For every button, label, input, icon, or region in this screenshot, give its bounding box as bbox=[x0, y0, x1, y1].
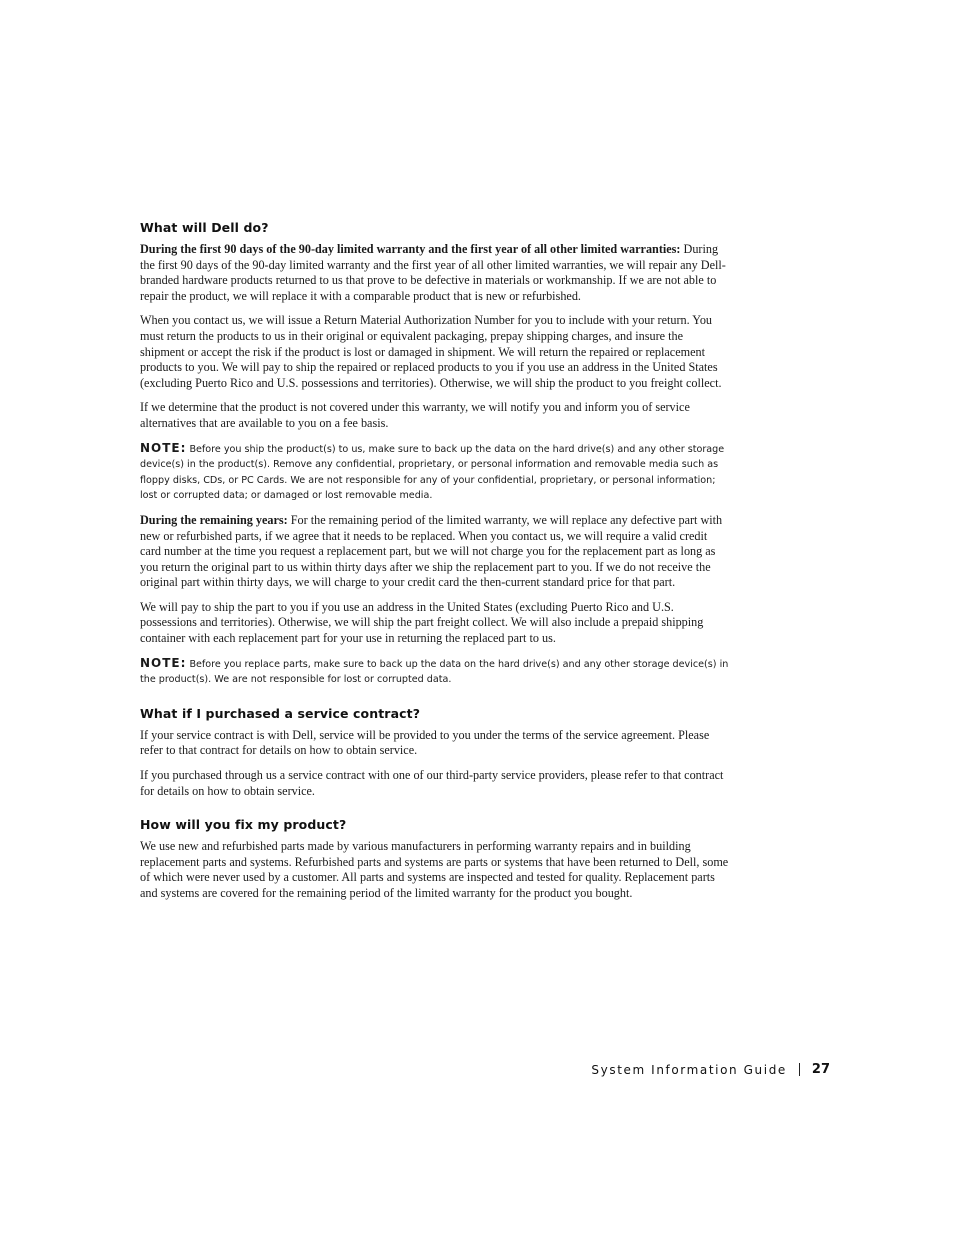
paragraph-first-90-days bbox=[140, 242, 730, 304]
footer-title: System Information Guide bbox=[591, 1062, 787, 1077]
note-label: NOTE: bbox=[140, 440, 187, 455]
note-label: NOTE: bbox=[140, 655, 187, 670]
lead-remaining-years: During the remaining years: bbox=[140, 512, 288, 527]
paragraph-shipping: We will pay to ship the part to you if you use an address in the United States (excluding Puerto Rico and U.S. possessions and territories). Otherwise, we will ship the part freight collect. We will also include a prepaid shipping container with each replacement part for your use in returning the replaced part to us. bbox=[140, 599, 704, 646]
page-footer bbox=[591, 1062, 830, 1077]
note-text: Before you replace parts, make sure to back up the data on the hard drive(s) and any other storage device(s) in the product(s). We are not responsible for lost or corrupted data. bbox=[140, 658, 729, 686]
paragraph-service-contract-dell: If your service contract is with Dell, service will be provided to you under the terms of the service agreement. Please refer to that contract for details on how to obtain service. bbox=[140, 727, 710, 758]
note-backup-before-replace bbox=[140, 656, 730, 688]
note-backup-before-ship bbox=[140, 441, 730, 504]
note-text: Before you ship the product(s) to us, make sure to back up the data on the hard drive(s) and any other storage device(s) in the product(s). Remove any confidential, proprietary, or personal information and removable media such as floppy disks, CDs, or PC Cards. We are not responsible for any of your confidential, proprietary, or personal information; lost or corrupted data; or damaged or lost removable media. bbox=[140, 443, 725, 502]
paragraph-rma: When you contact us, we will issue a Return Material Authorization Number for you to include with your return. You must return the products to us in their original or equivalent packaging, prepay shipping charges, and insure the shipment or accept the risk if the product is lost or damaged in shipment. We will return the repaired or replacement products to you. We will pay to ship the repaired or replaced products to you if you use an address in the United States (excluding Puerto Rico and U.S. possessions and territories). Otherwise, we will ship the product to you freight collect. bbox=[140, 313, 722, 390]
paragraph-remaining-years bbox=[140, 513, 730, 591]
heading-what-will-dell-do: What will Dell do? bbox=[140, 220, 269, 235]
paragraph-text: For the remaining period of the limited warranty, we will replace any defective part with new or refurbished parts, if we agree that it needs to be replaced. When you contact us, we will require a valid credit card number at the time you request a replacement part, but we will not charge you for the replacement part as long as you return the original part to us within thirty days after we ship the replacement part to you. If we do not receive the original part within thirty days, we will charge to your credit card the then-current standard price for that part. bbox=[140, 512, 723, 590]
paragraph-not-covered: If we determine that the product is not covered under this warranty, we will notify you and inform you of service alternatives that are available to you on a fee basis. bbox=[140, 400, 690, 430]
paragraph-refurbished-parts: We use new and refurbished parts made by various manufacturers in performing warranty repairs and in building replacement parts and systems. Refurbished parts and systems are parts or systems that have been returned to Dell, some of which were never used by a customer. All parts and systems are inspected and tested for quality. Replacement parts and systems are covered for the remaining period of the limited warranty for the product you bought. bbox=[140, 839, 729, 900]
paragraph-text: During the first 90 days of the 90-day limited warranty and the first year of all other limited warranties, we will repair any Dell-branded hardware products returned to us that prove to be defective in materials or workmanship. If we are not able to repair the product, we will replace it with a comparable product that is new or refurbished. bbox=[140, 242, 726, 303]
document-body bbox=[140, 220, 730, 911]
page-number: 27 bbox=[811, 1062, 830, 1077]
heading-fix-my-product: How will you fix my product? bbox=[140, 817, 347, 833]
paragraph-service-contract-third-party: If you purchased through us a service contract with one of our third-party service providers, please refer to that contract for details on how to obtain service. bbox=[140, 768, 724, 798]
footer-separator bbox=[799, 1063, 800, 1076]
lead-first-90-days: During the first 90 days of the 90-day limited warranty and the first year of all other limited warranties: bbox=[140, 242, 681, 256]
heading-service-contract: What if I purchased a service contract? bbox=[140, 705, 421, 721]
